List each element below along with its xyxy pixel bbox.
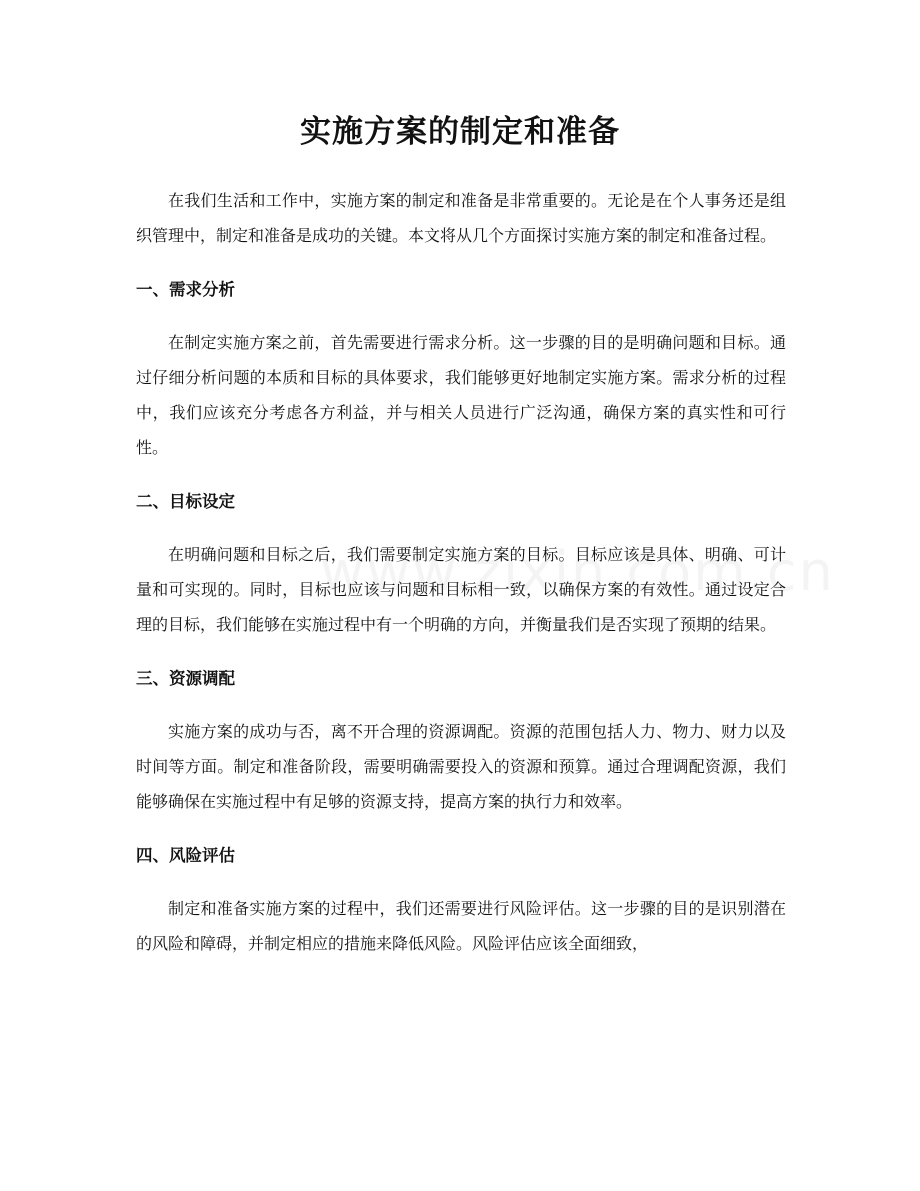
section-heading-4: 四、风险评估 — [136, 846, 235, 865]
section-body-3: 实施方案的成功与否，离不开合理的资源调配。资源的范围包括人力、物力、财力以及时间等方面。制定和准备阶段，需要明确需要投入的资源和预算。通过合理调配资源，我们能够确保在实施过程中有足够的资源支持，提高方案的执行力和效率。 — [136, 722, 786, 811]
document-body — [136, 183, 786, 961]
section-body-4: 制定和准备实施方案的过程中，我们还需要进行风险评估。这一步骤的目的是识别潜在的风险和障碍，并制定相应的措施来降低风险。风险评估应该全面细致， — [136, 899, 786, 953]
section-heading-2: 二、目标设定 — [136, 492, 235, 511]
section-heading-1: 一、需求分析 — [136, 280, 235, 299]
section-body-1: 在制定实施方案之前，首先需要进行需求分析。这一步骤的目的是明确问题和目标。通过仔细分析问题的本质和目标的具体要求，我们能够更好地制定实施方案。需求分析的过程中，我们应该充分考虑各方利益，并与相关人员进行广泛沟通，确保方案的真实性和可行性。 — [136, 333, 786, 457]
section-heading-3: 三、资源调配 — [136, 669, 235, 688]
page-title: 实施方案的制定和准备 — [300, 114, 620, 150]
section-body-2: 在明确问题和目标之后，我们需要制定实施方案的目标。目标应该是具体、明确、可计量和可实现的。同时，目标也应该与问题和目标相一致，以确保方案的有效性。通过设定合理的目标，我们能够在实施过程中有一个明确的方向，并衡量我们是否实现了预期的结果。 — [136, 545, 786, 634]
intro-paragraph: 在我们生活和工作中，实施方案的制定和准备是非常重要的。无论是在个人事务还是组织管理中，制定和准备是成功的关键。本文将从几个方面探讨实施方案的制定和准备过程。 — [136, 191, 786, 245]
